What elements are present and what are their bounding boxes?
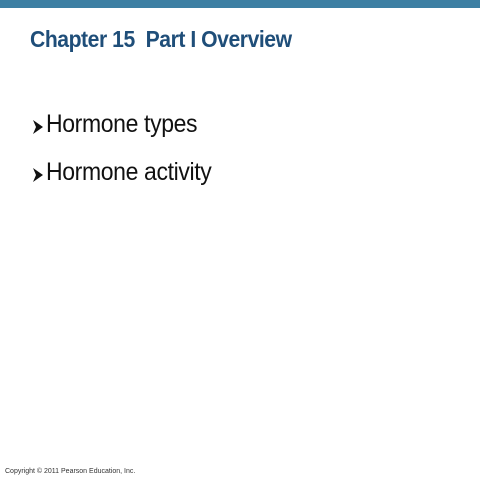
bullet-item-hormone-activity (32, 148, 226, 196)
arrowhead-bullet-icon (32, 113, 44, 129)
bullet-list (32, 100, 226, 196)
bullet-item-hormone-types (32, 100, 226, 148)
copyright-footer: Copyright © 2011 Pearson Education, Inc. (5, 468, 136, 475)
bullet-text: Hormone activity (46, 157, 212, 186)
top-accent-bar (0, 0, 480, 8)
arrowhead-bullet-icon (32, 161, 44, 177)
slide-title: Chapter 15 Part I Overview (30, 26, 292, 52)
bullet-text: Hormone types (46, 109, 198, 138)
